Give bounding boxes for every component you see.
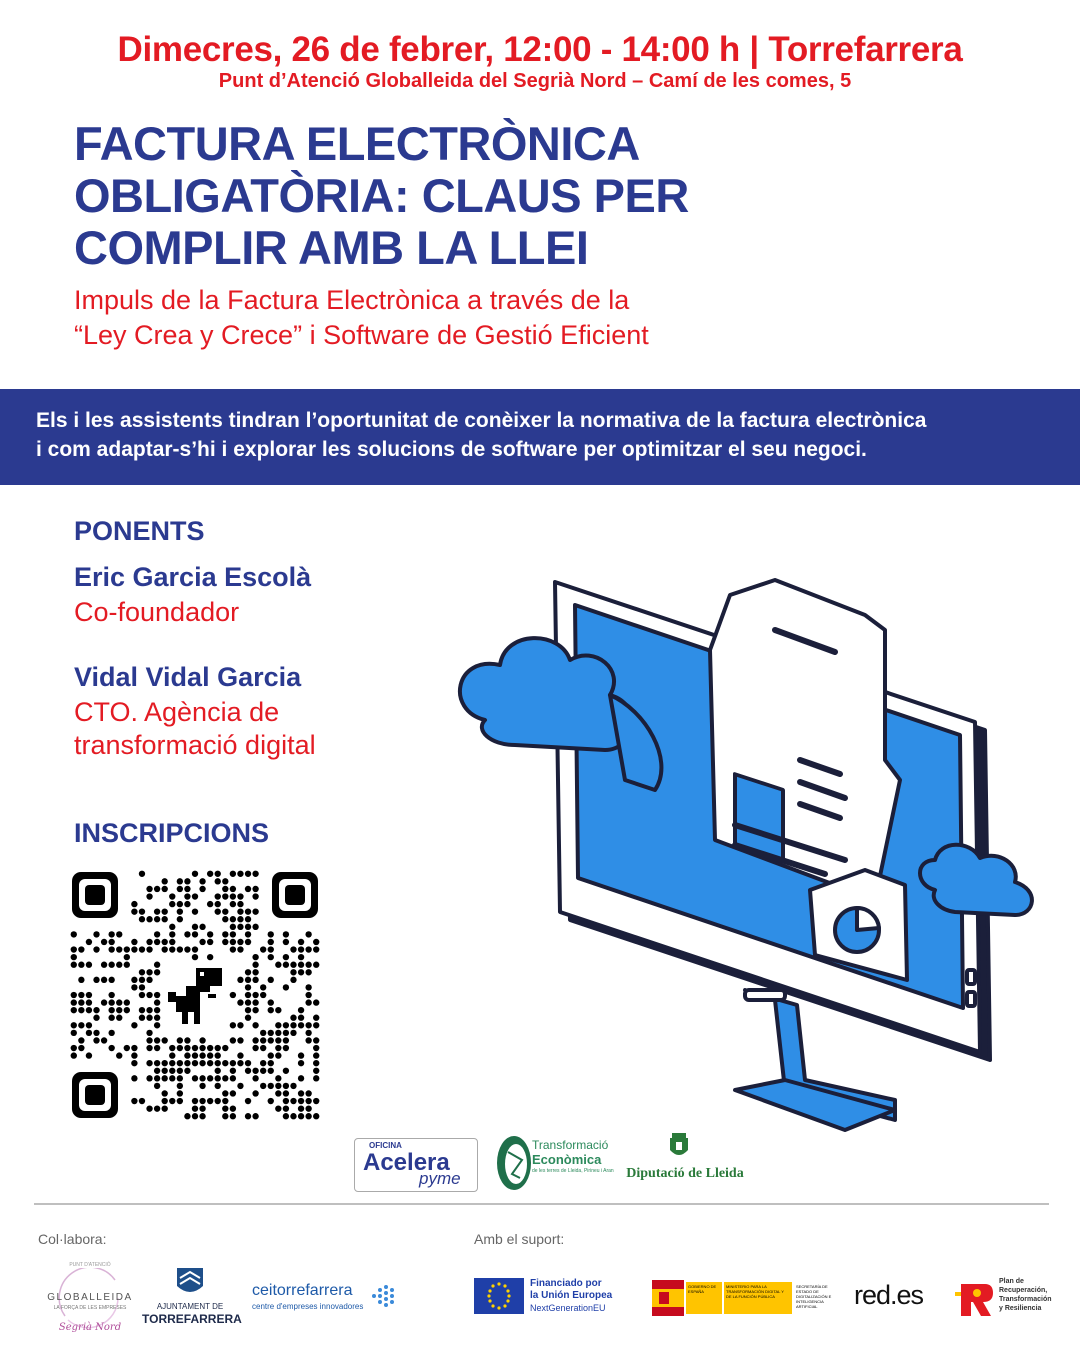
dinosaur-icon bbox=[166, 968, 222, 1026]
eu-flag-icon bbox=[474, 1278, 524, 1314]
globalleida-logo bbox=[40, 1262, 140, 1342]
acelera-pyme-logo bbox=[354, 1138, 478, 1192]
spain-coat-of-arms-icon bbox=[658, 1291, 670, 1305]
plan-line3: Transformación bbox=[999, 1296, 1052, 1303]
plan-line2: Recuperación, bbox=[999, 1287, 1048, 1294]
ajuntament-torrefarrera-logo bbox=[142, 1266, 242, 1330]
qr-finder-top-left bbox=[72, 872, 118, 918]
speaker-role: transformació digital bbox=[74, 730, 316, 760]
transformacio-line1: Transformació bbox=[532, 1138, 609, 1152]
transformacio-line3: de les terres de Lleida, Pirineu i Aran bbox=[532, 1168, 614, 1174]
speaker-name: Eric Garcia Escolà bbox=[74, 562, 312, 592]
eu-line2: la Unión Europea bbox=[530, 1290, 613, 1301]
qr-code-icon[interactable] bbox=[70, 870, 320, 1120]
eu-line3: NextGenerationEU bbox=[530, 1303, 606, 1313]
gobierno-left: GOBIERNO DE ESPAÑA bbox=[686, 1282, 722, 1314]
acelera-sub: pyme bbox=[419, 1169, 461, 1188]
support-label: Amb el suport: bbox=[474, 1231, 565, 1247]
footer-divider bbox=[34, 1203, 1049, 1205]
plan-emblem-icon bbox=[955, 1278, 995, 1318]
diputacio-text: Diputació de Lleida bbox=[626, 1166, 744, 1181]
title-line: OBLIGATÒRIA: CLAUS PER bbox=[74, 169, 689, 222]
transformacio-economica-logo bbox=[496, 1134, 614, 1192]
torrefarrera-shield-icon bbox=[175, 1266, 205, 1298]
banner-line: i com adaptar-s’hi i explorar les solucions de software per optimitzar el seu negoci. bbox=[36, 438, 867, 461]
subtitle-line: Impuls de la Factura Electrònica a través de la bbox=[74, 285, 630, 315]
speaker-role: CTO. Agència de bbox=[74, 697, 280, 727]
diputacio-shield-icon bbox=[668, 1132, 690, 1160]
event-date-line: Dimecres, 26 de febrer, 12:00 - 14:00 h | Torrefarrera bbox=[117, 30, 963, 69]
redes-logo: red.es bbox=[854, 1280, 924, 1310]
plan-line1: Plan de bbox=[999, 1278, 1024, 1285]
acelera-oficina: OFICINA bbox=[369, 1141, 402, 1150]
collabora-label: Col·labora: bbox=[38, 1231, 107, 1247]
acelera-main: Acelera bbox=[363, 1149, 450, 1176]
eu-funding-logo bbox=[474, 1278, 634, 1318]
page-title bbox=[74, 118, 834, 274]
ajuntament-line1: AJUNTAMENT DE bbox=[156, 1302, 224, 1311]
plan-recuperacion-logo bbox=[955, 1276, 1065, 1320]
ceitorrefarrera-logo bbox=[252, 1282, 402, 1314]
speaker-role: Co-foundador bbox=[74, 597, 240, 627]
speakers-heading: PONENTS bbox=[74, 516, 205, 546]
speaker-name: Vidal Vidal Garcia bbox=[74, 662, 302, 692]
diputacio-lleida-logo bbox=[620, 1132, 750, 1187]
globalleida-top: PUNT D'ATENCIÓ bbox=[69, 1262, 111, 1268]
qr-finder-top-right bbox=[272, 872, 318, 918]
globalleida-tag: LA FORÇA DE LES EMPRESES bbox=[53, 1305, 127, 1311]
eu-line1: Financiado por bbox=[530, 1278, 602, 1289]
transformacio-line2: Econòmica bbox=[532, 1152, 602, 1167]
gobierno-mid: MINISTERIO PARA LA TRANSFORMACIÓN DIGITAL Y DE LA FUNCIÓN PÚBLICA bbox=[724, 1282, 792, 1314]
globalleida-script: Segrià Nord bbox=[58, 1322, 122, 1333]
title-line: FACTURA ELECTRÒNICA bbox=[74, 117, 640, 170]
gobierno-right: SECRETARÍA DE ESTADO DE DIGITALIZACIÓN E INTELIGENCIA ARTIFICIAL bbox=[794, 1282, 844, 1314]
cei-tag: centre d'empreses innovadores bbox=[252, 1302, 364, 1311]
transformacio-emblem-icon bbox=[496, 1134, 532, 1192]
computer-invoice-illustration bbox=[445, 560, 1065, 1140]
banner-text bbox=[36, 406, 1066, 464]
title-line: COMPLIR AMB LA LLEI bbox=[74, 221, 589, 274]
subtitle-line: “Ley Crea y Crece” i Software de Gestió Eficient bbox=[74, 320, 649, 350]
registration-heading: INSCRIPCIONS bbox=[74, 818, 270, 848]
subtitle bbox=[74, 283, 834, 353]
plan-line4: y Resiliencia bbox=[999, 1305, 1042, 1312]
cei-name: ceitorrefarrera bbox=[252, 1282, 353, 1299]
cei-dots-icon bbox=[370, 1284, 398, 1308]
banner-line: Els i les assistents tindran l’oportunitat de conèixer la normativa de la factura electrònica bbox=[36, 409, 927, 432]
qr-finder-bottom-left bbox=[72, 1072, 118, 1118]
gobierno-espana-logo bbox=[652, 1280, 844, 1316]
ajuntament-line2: TORREFARRERA bbox=[142, 1312, 242, 1326]
event-venue: Punt d’Atenció Globalleida del Segrià Nord – Camí de les comes, 5 bbox=[218, 70, 852, 92]
globalleida-name: GLOBALLEIDA bbox=[47, 1292, 133, 1303]
